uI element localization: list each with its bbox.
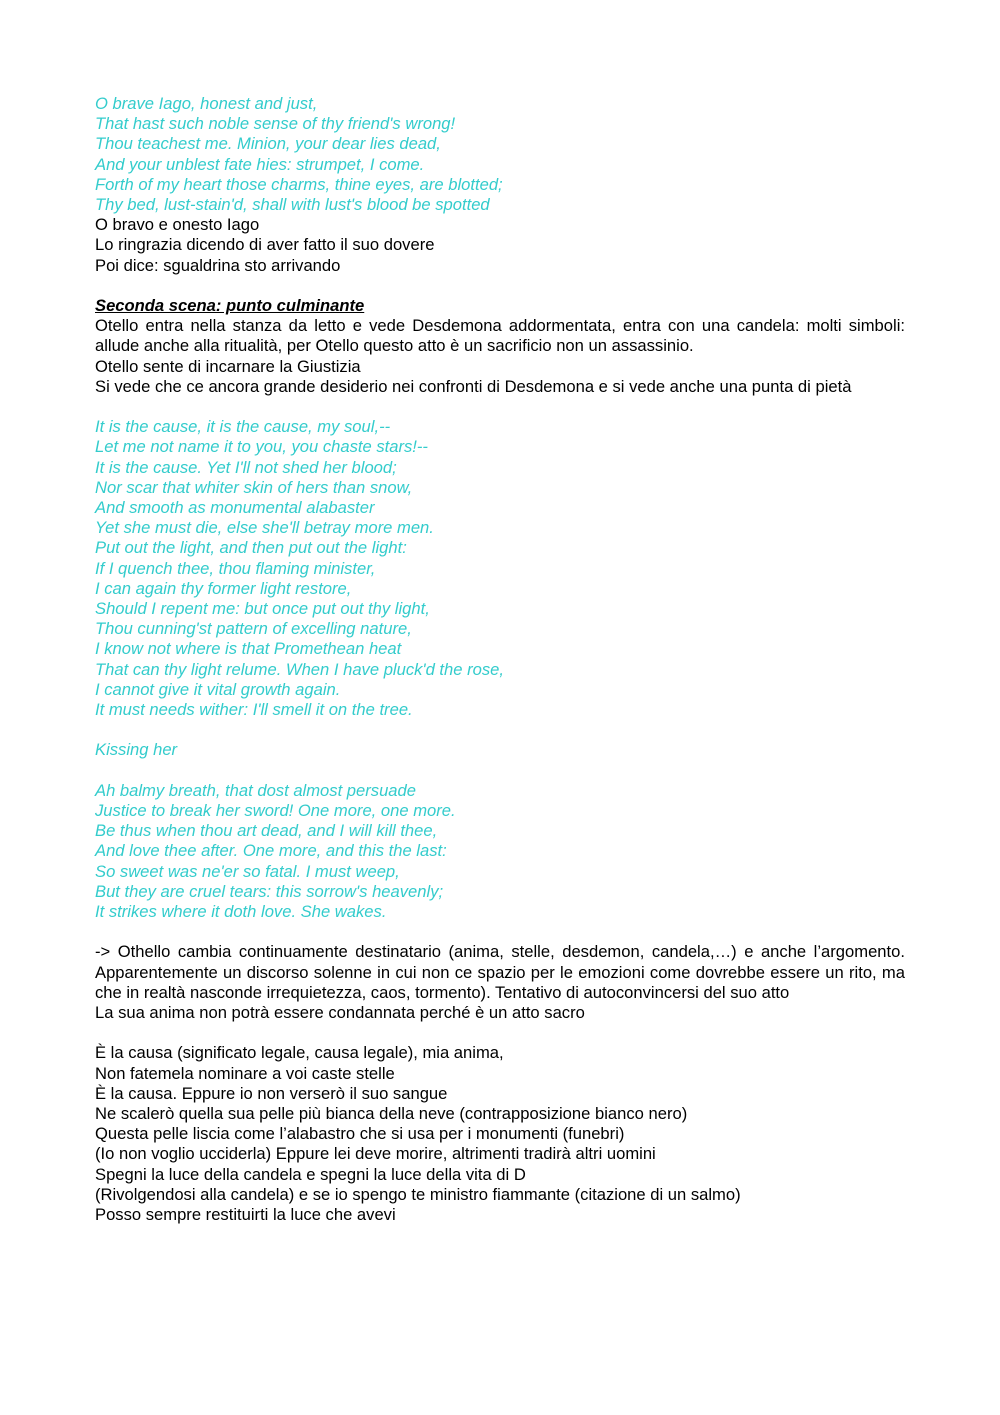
translation-line: È la causa (significato legale, causa legale), mia anima, <box>95 1043 504 1063</box>
translation-line: Posso sempre restituirti la luce che avevi <box>95 1205 396 1225</box>
note-line: Poi dice: sgualdrina sto arrivando <box>95 255 341 275</box>
stage-direction: Kissing her <box>95 740 178 760</box>
verse-line: Thy bed, lust-stain'd, shall with lust's blood be spotted <box>95 195 490 215</box>
verse-line: If I quench thee, thou flaming minister, <box>95 558 376 578</box>
translation-line: (Io non voglio ucciderla) Eppure lei deve morire, altrimenti tradirà altri uomini <box>95 1144 656 1164</box>
spacer <box>95 761 905 781</box>
verse-line: And smooth as monumental alabaster <box>95 498 375 518</box>
verse-line: Let me not name it to you, you chaste stars!-- <box>95 437 428 457</box>
verse-line: But they are cruel tears: this sorrow's heavenly; <box>95 881 444 901</box>
verse-line: O brave Iago, honest and just, <box>95 94 318 113</box>
intro-paragraph: Si vede che ce ancora grande desiderio nei confronti di Desdemona e si vede anche una punta di pietà <box>95 376 852 396</box>
verse-block-iago <box>95 94 905 215</box>
verse-line: I know not where is that Promethean heat <box>95 639 402 659</box>
verse-line: Should I repent me: but once put out thy light, <box>95 599 430 619</box>
verse-line: It is the cause, it is the cause, my soul,-- <box>95 417 391 437</box>
verse-block-monologue <box>95 417 905 720</box>
section-heading: Seconda scena: punto culminante <box>95 296 365 316</box>
verse-line: Thou cunning'st pattern of excelling nature, <box>95 619 412 639</box>
verse-block-kiss <box>95 781 905 922</box>
verse-line: Be thus when thou art dead, and I will kill thee, <box>95 821 438 841</box>
verse-line: Nor scar that whiter skin of hers than snow, <box>95 477 413 497</box>
note-line: O bravo e onesto Iago <box>95 215 260 235</box>
commentary-paragraph: -> Othello cambia continuamente destinatario (anima, stelle, desdemon, candela,…) e anche l’argomento. Apparentemente un discorso solenne in cui non ce spazio per le emozioni come dovrebbe essere un rito, ma che in realtà nasconde irrequietezza, caos, tormento). Tentativo di autoconvincersi del suo atto <box>95 942 905 1002</box>
verse-line: So sweet was ne'er so fatal. I must weep, <box>95 861 400 881</box>
document-page <box>95 94 905 1225</box>
verse-line: Forth of my heart those charms, thine eyes, are blotted; <box>95 174 503 194</box>
verse-line: I can again thy former light restore, <box>95 578 352 598</box>
intro-paragraph: Otello entra nella stanza da letto e vede Desdemona addormentata, entra con una candela: molti simboli: allude anche alla ritualità, per Otello questo atto è un sacrificio non un assassinio. <box>95 316 905 356</box>
translation-line: Non fatemela nominare a voi caste stelle <box>95 1063 395 1083</box>
translation-block <box>95 1043 905 1225</box>
verse-line: That can thy light relume. When I have pluck'd the rose, <box>95 659 505 679</box>
translation-line: Spegni la luce della candela e spegni la luce della vita di D <box>95 1164 526 1184</box>
translation-line: (Rivolgendosi alla candela) e se io spengo te ministro fiammante (citazione di un salmo) <box>95 1184 741 1204</box>
verse-line: Put out the light, and then put out the light: <box>95 538 407 558</box>
spacer <box>95 397 905 417</box>
verse-line: Ah balmy breath, that dost almost persuade <box>95 780 416 800</box>
commentary-block <box>95 942 905 1023</box>
verse-line: And your unblest fate hies: strumpet, I come. <box>95 154 425 174</box>
translation-line: È la causa. Eppure io non verserò il suo sangue <box>95 1083 448 1103</box>
translation-line: Questa pelle liscia come l’alabastro che si usa per i monumenti (funebri) <box>95 1124 625 1144</box>
note-line: Lo ringrazia dicendo di aver fatto il suo dovere <box>95 235 435 255</box>
verse-line: It must needs wither: I'll smell it on the tree. <box>95 700 413 720</box>
verse-line: I cannot give it vital growth again. <box>95 679 341 699</box>
intro-block <box>95 316 905 397</box>
spacer <box>95 276 905 296</box>
translation-line: Ne scalerò quella sua pelle più bianca della neve (contrapposizione bianco nero) <box>95 1104 688 1124</box>
spacer <box>95 720 905 740</box>
intro-paragraph: Otello sente di incarnare la Giustizia <box>95 356 361 376</box>
spacer <box>95 1023 905 1043</box>
verse-line: It strikes where it doth love. She wakes. <box>95 902 387 922</box>
commentary-paragraph: La sua anima non potrà essere condannata perché è un atto sacro <box>95 1003 585 1023</box>
verse-line: Yet she must die, else she'll betray more men. <box>95 518 434 538</box>
verse-line: That hast such noble sense of thy friend's wrong! <box>95 114 456 134</box>
spacer <box>95 922 905 942</box>
verse-line: Thou teachest me. Minion, your dear lies dead, <box>95 134 441 154</box>
verse-line: It is the cause. Yet I'll not shed her blood; <box>95 457 397 477</box>
verse-line: Justice to break her sword! One more, one more. <box>95 801 456 821</box>
notes-block-iago <box>95 215 905 276</box>
verse-line: And love thee after. One more, and this the last: <box>95 841 447 861</box>
